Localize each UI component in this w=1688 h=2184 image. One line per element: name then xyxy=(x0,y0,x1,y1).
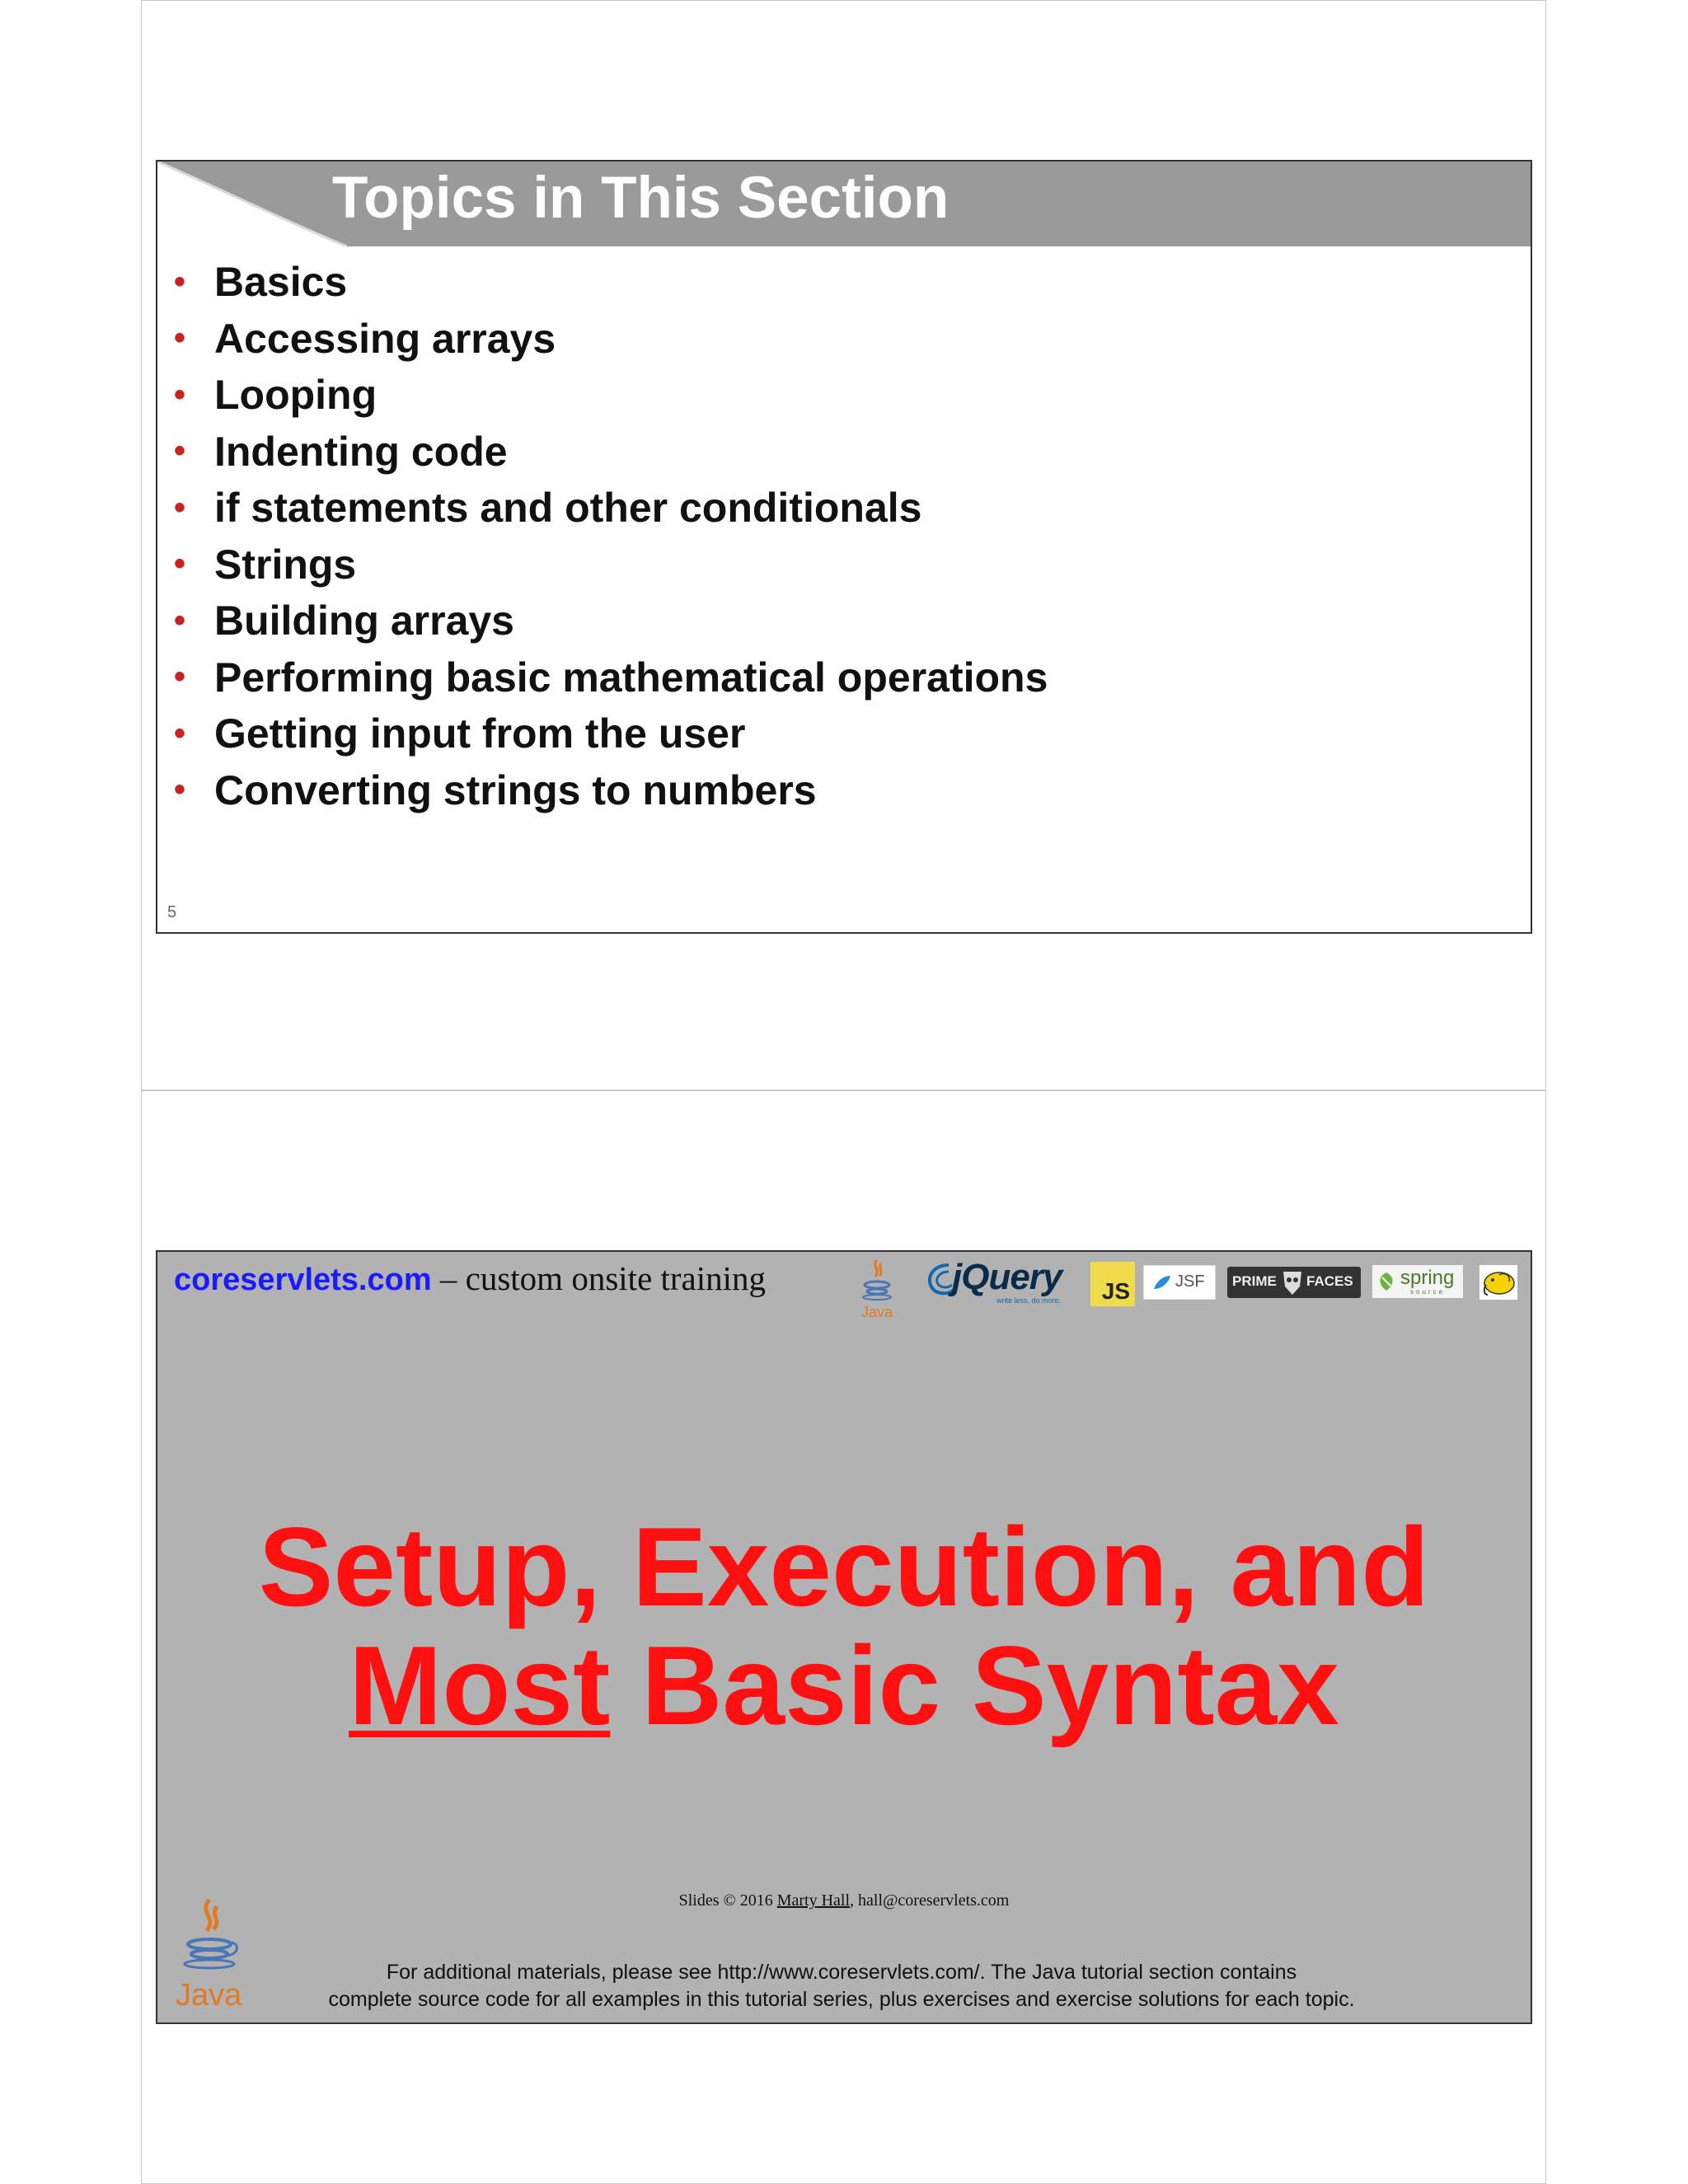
footer-note: For additional materials, please see http://www.coreservlets.com/. The Java tutorial section contains complete source code for all examples in this tutorial series, plus exercises and exercise solutions for each topic. xyxy=(328,1961,1355,2011)
title-emphasis: Most xyxy=(349,1623,611,1748)
list-item: • Indenting code xyxy=(174,428,508,475)
list-item: • if statements and other conditionals xyxy=(174,485,922,532)
slide-title: Topics in This Section xyxy=(332,166,950,231)
brand-line xyxy=(174,1258,766,1298)
list-item: • Strings xyxy=(174,541,357,588)
list-item: • Looping xyxy=(174,372,377,419)
document-page-1 xyxy=(141,0,1546,1090)
bullet-icon: • xyxy=(174,658,186,696)
spring-logo: spring source xyxy=(1372,1265,1463,1298)
hadoop-logo xyxy=(1479,1265,1517,1300)
author-link[interactable]: Marty Hall xyxy=(776,1891,851,1910)
bullet-icon: • xyxy=(174,320,186,357)
list-item: • Converting strings to numbers xyxy=(174,766,817,813)
bullet-icon: • xyxy=(174,489,186,526)
slide-topics xyxy=(156,160,1532,934)
jsf-leaf-icon xyxy=(1152,1274,1172,1291)
bullet-icon: • xyxy=(174,376,186,413)
list-item: • Accessing arrays xyxy=(174,315,556,362)
primefaces-mask-icon xyxy=(1280,1268,1305,1296)
list-item: • Getting input from the user xyxy=(174,710,746,757)
slide-header-bar xyxy=(157,162,1531,246)
list-item: • Performing basic mathematical operations xyxy=(174,654,1048,701)
topics-list xyxy=(174,254,1048,818)
javascript-logo: JS xyxy=(1090,1262,1135,1306)
bullet-icon: • xyxy=(174,602,186,639)
java-logo-large: Java xyxy=(172,1895,246,2013)
brand-tagline: – custom onsite training xyxy=(431,1259,767,1297)
site-name: coreservlets.com xyxy=(174,1263,432,1297)
jquery-logo: jQuery write less, do more. xyxy=(924,1257,1081,1308)
slide-section-title xyxy=(156,1250,1532,2024)
section-title: Setup, Execution, and Most Basic Syntax xyxy=(258,1504,1430,1748)
bullet-icon: • xyxy=(174,546,186,583)
list-item: • Building arrays xyxy=(174,598,514,644)
coffee-cup-icon xyxy=(172,1895,246,1985)
jsf-logo: JSF xyxy=(1143,1265,1216,1300)
bullet-icon: • xyxy=(174,715,186,752)
list-item: • Basics xyxy=(174,259,348,306)
copyright-line: Slides © 2016 Marty Hall, hall@coreservlets.com xyxy=(678,1891,1010,1910)
elephant-icon xyxy=(1479,1265,1517,1300)
spring-leaf-icon xyxy=(1376,1271,1397,1292)
header-swoosh-graphic xyxy=(157,162,347,246)
document-page-2 xyxy=(141,1090,1546,2184)
java-logo-small: Java xyxy=(856,1257,898,1321)
bullet-icon: • xyxy=(174,263,186,300)
bullet-icon: • xyxy=(174,433,186,470)
slide-page-number: 5 xyxy=(167,903,177,921)
coffee-cup-icon xyxy=(856,1257,898,1301)
primefaces-logo: PRIME FACES xyxy=(1227,1267,1361,1298)
bullet-icon: • xyxy=(174,771,186,808)
